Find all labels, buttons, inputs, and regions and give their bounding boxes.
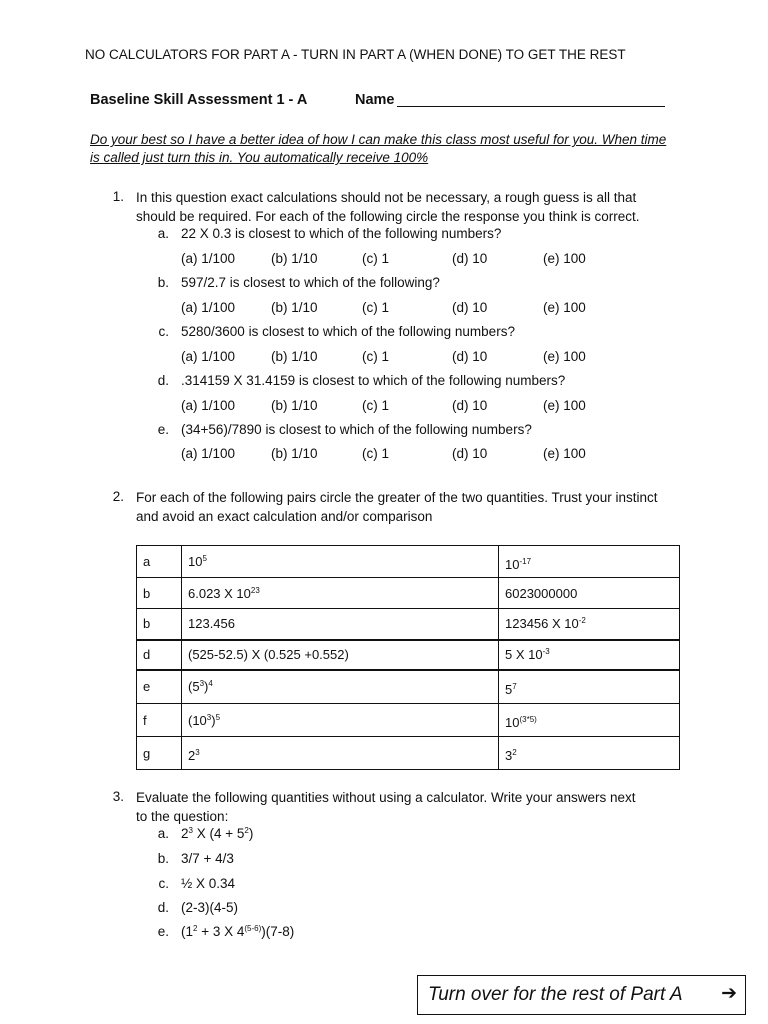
sub-question: (34+56)/7890 is closest to which of the following numbers? [181, 422, 532, 437]
left-quantity[interactable]: 123.456 [182, 609, 499, 640]
question-number: 2. [112, 489, 124, 504]
left-quantity[interactable]: $(10^3)^5$ [182, 704, 499, 737]
right-quantity[interactable]: $5^7$ [499, 670, 680, 704]
row-label: b [137, 578, 182, 609]
option-a[interactable]: (a) 1/100 [181, 300, 236, 315]
expression: 3/7 + 4/3 [181, 851, 234, 866]
option-d[interactable]: (d) 10 [452, 251, 488, 266]
right-quantity[interactable]: $10^{(3*5)}$ [499, 704, 680, 737]
sub-question: 5280/3600 is closest to which of the following numbers? [181, 324, 515, 339]
sub-letter: b. [157, 275, 169, 290]
sub-letter: e. [157, 422, 169, 437]
table-row [137, 546, 680, 578]
option-d[interactable]: (d) 10 [452, 398, 488, 413]
option-b[interactable]: (b) 1/10 [271, 300, 318, 315]
sub-question: 22 X 0.3 is closest to which of the following numbers? [181, 226, 502, 241]
option-b[interactable]: (b) 1/10 [271, 398, 318, 413]
option-c[interactable]: (c) 1 [362, 349, 389, 364]
table-row [137, 578, 680, 609]
row-label: a [137, 546, 182, 578]
left-quantity[interactable]: 6.023 X $10^{23}$ [182, 578, 499, 609]
left-quantity[interactable]: $(5^3)^4$ [182, 670, 499, 704]
expression: $2^3$ X $(4 + 5^2)$ [181, 826, 254, 841]
left-quantity[interactable]: (525-52.5) X (0.525 +0.552) [182, 640, 499, 670]
intro-instructions [90, 131, 690, 167]
right-quantity[interactable]: 6023000000 [499, 578, 680, 609]
page-title: Baseline Skill Assessment 1 - A [90, 92, 308, 108]
left-quantity[interactable]: $2^3$ [182, 737, 499, 770]
option-c[interactable]: (c) 1 [362, 300, 389, 315]
row-label: b [137, 609, 182, 640]
right-quantity[interactable]: 5 X $10^{-3}$ [499, 640, 680, 670]
option-e[interactable]: (e) 100 [543, 398, 586, 413]
table-row [137, 609, 680, 640]
name-label: Name [355, 92, 395, 108]
question-text-line: In this question exact calculations should not be necessary, a rough guess is all that [136, 190, 637, 205]
sub-letter: d. [157, 373, 169, 388]
question-text-line: For each of the following pairs circle the greater of the two quantities. Trust your instinct [136, 490, 658, 505]
intro-line-1: Do your best so I have a better idea of how I can make this class most useful for you. When time [90, 132, 667, 147]
table-row [137, 670, 680, 704]
row-label: f [137, 704, 182, 737]
option-e[interactable]: (e) 100 [543, 349, 586, 364]
expression: (2-3)(4-5) [181, 900, 239, 915]
question-text [136, 189, 696, 226]
row-label: d [137, 640, 182, 670]
option-b[interactable]: (b) 1/10 [271, 349, 318, 364]
sub-letter: c. [158, 876, 169, 891]
row-label: g [137, 737, 182, 770]
expression: ($1^2 + 3$ X 4$^{(5-6)}$)(7-8) [181, 924, 295, 939]
right-quantity[interactable]: 123456 X $10^{-2}$ [499, 609, 680, 640]
left-quantity[interactable]: $10^5$ [182, 546, 499, 578]
question-text-line: should be required. For each of the following circle the response you think is correct. [136, 208, 640, 224]
question-number: 3. [112, 789, 124, 804]
question-text-line: to the question: [136, 808, 229, 824]
right-arrow-icon: ➔ [721, 983, 737, 1004]
intro-line-2: is called just turn this in. You automatically receive 100% [90, 150, 429, 165]
question-text-line: Evaluate the following quantities without using a calculator. Write your answers next [136, 790, 636, 805]
option-c[interactable]: (c) 1 [362, 446, 389, 461]
sub-question: 597/2.7 is closest to which of the following? [181, 275, 440, 290]
sub-letter: c. [158, 324, 169, 339]
sub-letter: a. [157, 226, 169, 241]
right-quantity[interactable]: $10^{-17}$ [499, 546, 680, 578]
sub-letter: e. [157, 924, 169, 939]
option-b[interactable]: (b) 1/10 [271, 446, 318, 461]
table-row [137, 640, 680, 670]
option-e[interactable]: (e) 100 [543, 446, 586, 461]
question-text-line: and avoid an exact calculation and/or comparison [136, 508, 433, 524]
table-row [137, 704, 680, 737]
question-text [136, 489, 716, 526]
option-d[interactable]: (d) 10 [452, 349, 488, 364]
name-field-line[interactable] [397, 106, 665, 107]
option-c[interactable]: (c) 1 [362, 251, 389, 266]
sub-letter: d. [157, 900, 169, 915]
option-a[interactable]: (a) 1/100 [181, 251, 236, 266]
option-e[interactable]: (e) 100 [543, 251, 586, 266]
question-text [136, 789, 696, 826]
sub-question: .314159 X 31.4159 is closest to which of the following numbers? [181, 373, 566, 388]
table-row [137, 737, 680, 770]
right-quantity[interactable]: $3^2$ [499, 737, 680, 770]
option-a[interactable]: (a) 1/100 [181, 446, 236, 461]
row-label: e [137, 670, 182, 704]
option-c[interactable]: (c) 1 [362, 398, 389, 413]
turn-over-box [417, 975, 746, 1015]
sub-letter: a. [157, 826, 169, 841]
comparison-table [136, 545, 680, 770]
expression: ½ X 0.34 [181, 876, 236, 891]
option-a[interactable]: (a) 1/100 [181, 349, 236, 364]
option-b[interactable]: (b) 1/10 [271, 251, 318, 266]
question-number: 1. [112, 189, 124, 204]
option-d[interactable]: (d) 10 [452, 300, 488, 315]
sub-letter: b. [157, 851, 169, 866]
option-a[interactable]: (a) 1/100 [181, 398, 236, 413]
option-e[interactable]: (e) 100 [543, 300, 586, 315]
option-d[interactable]: (d) 10 [452, 446, 488, 461]
header-note: NO CALCULATORS FOR PART A - TURN IN PART A (WHEN DONE) TO GET THE REST [85, 47, 626, 62]
turn-over-text: Turn over for the rest of Part A [428, 984, 683, 1005]
